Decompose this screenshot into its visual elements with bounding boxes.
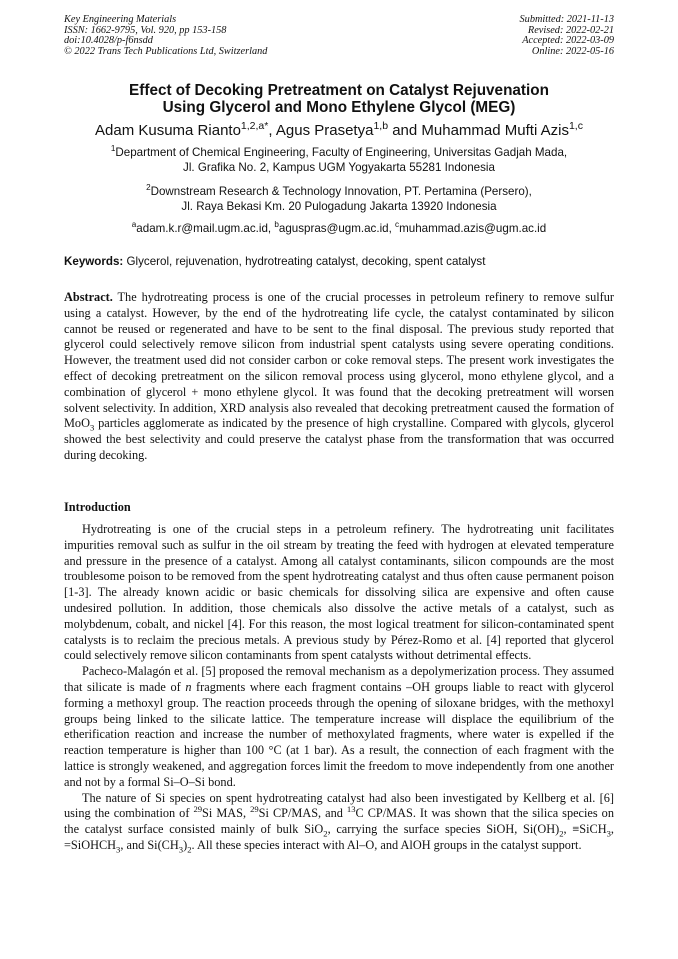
text-segment: b: [274, 220, 279, 230]
copyright: © 2022 Trans Tech Publications Ltd, Switzerland: [64, 45, 268, 57]
text-segment: 29: [250, 804, 259, 815]
text-segment: particles agglomerate as indicated by the presence of high crystalline. Compared with glycols, glycerol showed the best selectivity and could preserve the catalyst phase from the transformation that was occurred during decoking.: [64, 416, 614, 462]
text-segment: 3: [116, 844, 121, 855]
text-segment: 3: [178, 844, 184, 855]
text-segment: 29: [193, 804, 203, 815]
abstract-paragraph: [64, 290, 614, 464]
paragraph: [64, 522, 614, 664]
affiliation-1: [40, 145, 638, 175]
journal-info: [64, 15, 267, 57]
text-segment: n: [185, 679, 192, 694]
text-segment: C CP/MAS. It was shown that the silica species on the catalyst surface consisted mainly of bulk SiO: [64, 806, 614, 837]
author-list: [30, 122, 648, 140]
text-segment: fragments where each fragment contains –OH groups liable to react with glycerol forming a methoxyl group. The reaction proceeds through the opening of siloxane bridges, with the methoxyl groups being linked to the silicate lattice. The temperature increase will displace the equilibrium of the etherification reaction and increase the number of methoxylated fragments, where water is expelled if the reaction temperature is higher than 100 °C (at 1 bar). As a result, the connection of each fragment with the lattice is strongly weakened, and aggregation forces limit the freedom to move independently from one another and not by a formal Si–O–Si bond.: [64, 679, 614, 789]
text-segment: Hydrotreating is one of the crucial steps in a petroleum refinery. The hydrotreating unit facilitates impurities removal such as sulfur in the oil stream by treating the feed with hydrogen at elevated temperature and pressure in the presence of a catalyst. Among all catalyst contaminants, silicon compounds are the most troublesome poison to be removed from the spent hydrotreating catalyst and thus often cause permanent poison [1-3]. The already known acidic or basic chemicals for dissolving silica are expensive and often cause undesired pollution. In addition, those chemicals also dissolve the active metals of a catalyst, such as molybdenum, cobalt, and nickel [4]. For this reason, the most logical treatment for silicon-contaminated spent catalysts is to reclaim the precious metals. A previous study by Pérez-Romo et al. [4] reported that glycerol could selectively remove silicon contaminants from spent catalysts without detrimental effects.: [64, 522, 614, 663]
online-date: Online: 2022-05-16: [531, 45, 614, 57]
text-segment: 1,2,a*: [240, 120, 269, 132]
text-segment: The hydrotreating process is one of the crucial processes in petroleum refinery to remove sulfur using a catalyst. However, by the end of the hydrotreating life cycle, the catalyst contaminated by silicon cannot be reused or regenerated and have to be sent to the final disposal. The previous study reported that glycerol could selectively remove silicon from industrial spent catalysts using severe operating conditions. However, the treatment used did not consider carbon or coke removal steps. The present work investigates the effect of decoking pretreatment on the silicon removal process using glycerol, mono ethylene glycol, and a combination of glycerol + mono ethylene glycol. It was found that the decoking pretreatment will worsen solvent selectivity. In addition, XRD analysis also revealed that decoking pretreatment caused the formation of MoO: [64, 290, 614, 431]
text-segment: 2: [146, 183, 151, 193]
doi: doi:10.4028/p-f6nsdd: [64, 35, 153, 46]
text-segment: muhammad.azis@ugm.ac.id: [399, 222, 547, 235]
text-segment: , Agus Prasetya: [268, 122, 374, 139]
text-segment: adam.k.r@mail.ugm.ac.id,: [136, 222, 275, 235]
text-segment: , carrying the surface species SiOH, Si(OH): [327, 822, 560, 837]
text-segment: and Muhammad Mufti Azis: [388, 122, 569, 139]
title-line: Using Glycerol and Mono Ethylene Glycol (MEG): [162, 99, 516, 116]
revised-date: Revised: 2022-02-21: [527, 24, 614, 36]
text-segment: 1: [110, 144, 116, 154]
paragraph: [64, 664, 614, 790]
text-segment: ): [183, 837, 188, 852]
keywords: [64, 255, 614, 268]
title-line: Effect of Decoking Pretreatment on Catalyst Rejuvenation: [129, 82, 549, 99]
text-segment: Downstream Research & Technology Innovation, PT. Pertamina (Persero),: [150, 185, 532, 198]
paragraph: [64, 791, 614, 854]
journal-name: Key Engineering Materials: [64, 14, 177, 25]
text-segment: Si MAS,: [202, 806, 251, 821]
text-segment: 3: [606, 828, 611, 839]
keywords-label: Keywords:: [64, 255, 124, 268]
text-segment: c: [395, 220, 400, 230]
issn-volume: ISSN: 1662-9795, Vol. 920, pp 153-158: [64, 24, 227, 36]
affiliation-2: [40, 184, 638, 214]
text-segment: , and Si(CH: [120, 837, 179, 852]
submitted-date: Submitted: 2021-11-13: [519, 14, 614, 25]
text-segment: Adam Kusuma Rianto: [95, 122, 241, 139]
introduction-body: [64, 522, 614, 854]
text-segment: aguspras@ugm.ac.id,: [278, 222, 396, 235]
text-segment: 2: [323, 828, 328, 839]
abstract: [64, 290, 614, 464]
text-segment: , =SiOHCH: [64, 822, 614, 852]
paper-title: [40, 82, 638, 116]
text-segment: 1,c: [568, 120, 583, 132]
text-segment: Pacheco-Malagón et al. [5] proposed the removal mechanism as a depolymerization process. They assumed that silicate is made of: [64, 664, 614, 694]
text-segment: Jl. Grafika No. 2, Kampus UGM Yogyakarta 55281 Indonesia: [183, 161, 495, 174]
text-segment: 2: [559, 828, 564, 839]
text-segment: Department of Chemical Engineering, Faculty of Engineering, Universitas Gadjah Mada,: [115, 146, 568, 159]
text-segment: 1,b: [373, 120, 389, 132]
text-segment: Jl. Raya Bekasi Km. 20 Pulogadung Jakarta 13920 Indonesia: [181, 200, 497, 213]
author-emails: [40, 221, 638, 236]
text-segment: 3: [89, 422, 95, 433]
text-segment: Abstract.: [64, 290, 113, 304]
accepted-date: Accepted: 2022-03-09: [522, 35, 614, 46]
text-segment: The nature of Si species on spent hydrotreating catalyst had also been investigated by Kellberg et al. [6] using the combination of: [64, 790, 614, 821]
text-segment: a: [131, 220, 137, 230]
keywords-text: Glycerol, rejuvenation, hydrotreating catalyst, decoking, spent catalyst: [123, 255, 486, 268]
text-segment: 13: [346, 804, 356, 815]
text-segment: Si CP/MAS, and: [258, 806, 347, 821]
publication-dates: [520, 15, 614, 57]
text-segment: . All these species interact with Al–O, and AlOH groups in the catalyst support.: [191, 837, 582, 852]
text-segment: , ≡SiCH: [563, 822, 607, 837]
section-heading-introduction: Introduction: [64, 500, 131, 514]
text-segment: 2: [187, 844, 192, 855]
